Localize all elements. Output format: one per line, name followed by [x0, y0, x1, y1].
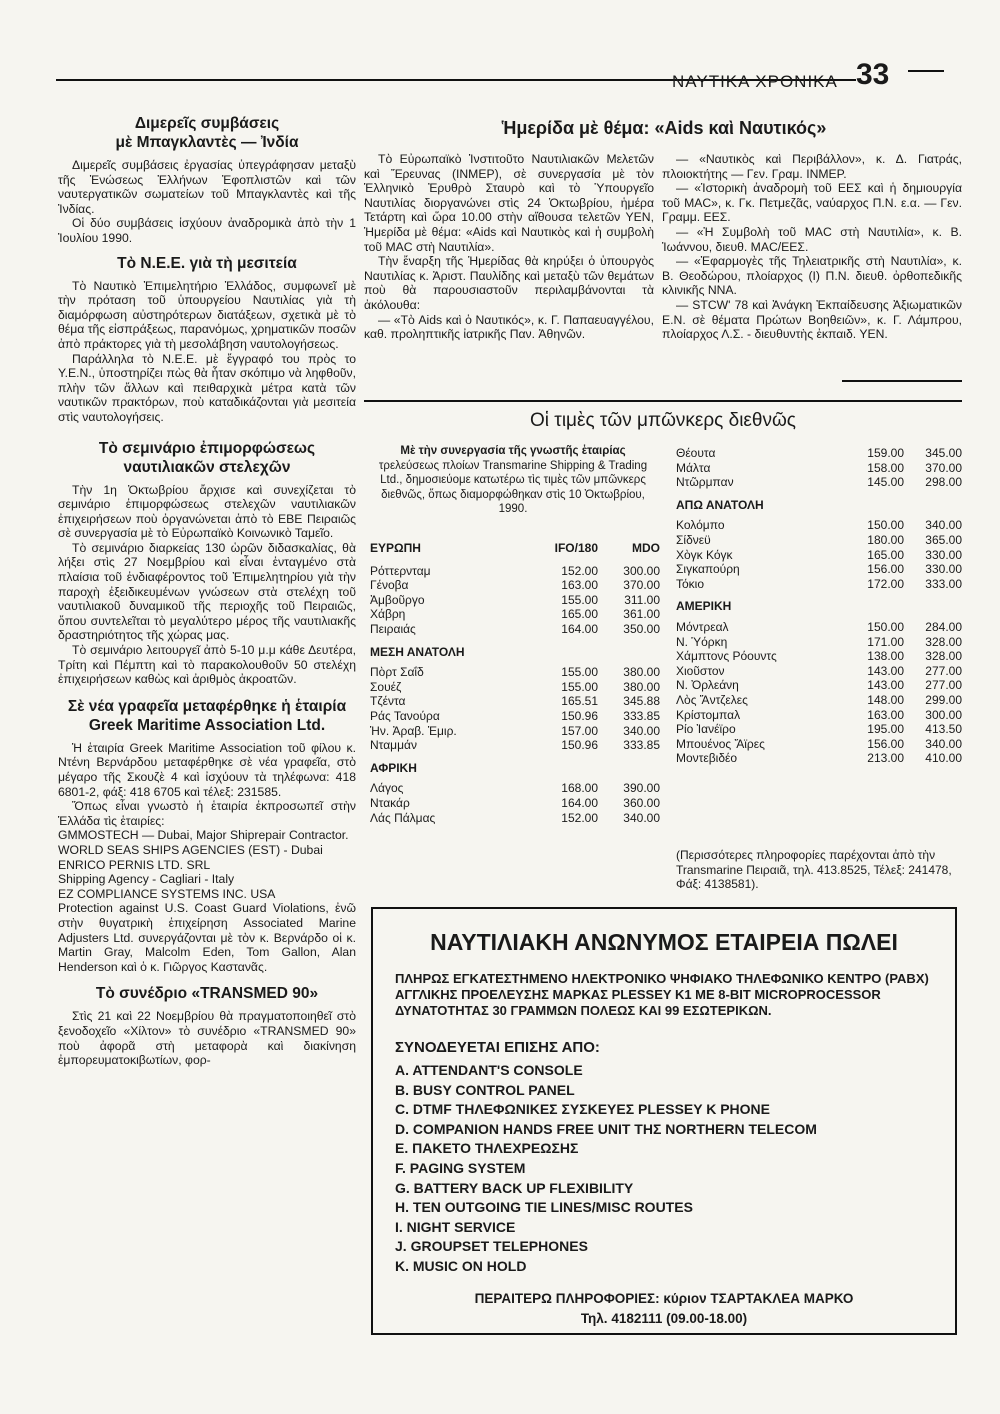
- ad-list-item: H. TEN OUTGOING TIE LINES/MISC ROUTES: [395, 1199, 693, 1216]
- article-seminar: [58, 439, 356, 687]
- ifo-price: 155.00: [561, 665, 598, 680]
- ad-list-item: B. BUSY CONTROL PANEL: [395, 1081, 575, 1098]
- africa-rows: [370, 781, 660, 825]
- mdo-price: 328.00: [925, 634, 962, 649]
- ad-list-item: I. NIGHT SERVICE: [395, 1218, 516, 1235]
- ad-list-item: F. PAGING SYSTEM: [395, 1159, 526, 1176]
- port-name: Μοντεβιδέο: [676, 751, 738, 766]
- table-row: [676, 751, 962, 766]
- port-name: Χιοῦστον: [676, 663, 725, 678]
- paragraph: Τὴν ἔναρξη τῆς Ἡμερίδας θὰ κηρύξει ὁ ὑπουργὸς Ναυτιλίας κ. Ἀριστ. Παυλίδης καὶ μεταξὺ τῶν θεμάτων ποὺ θὰ παρουσιαστοῦν περιλαμβάνονται τὰ ἀκόλουθα:: [364, 254, 654, 312]
- mdo-price: 345.00: [925, 446, 962, 460]
- ad-list-item: J. GROUPSET TELEPHONES: [395, 1238, 588, 1255]
- table-row: [676, 664, 962, 679]
- mdo-price: 361.00: [623, 607, 660, 622]
- paragraph: Παράλληλα τὸ Ν.Ε.Ε. μὲ ἔγγραφό του πρὸς το Υ.Ε.Ν., ὑποστηρίζει πὼς θὰ ἦταν σκόπιμο νὰ ληφθοῦν, πλὴν τῶν ἄλλων καὶ πειθαρχικὰ μέτρα κατὰ τῶν ναυτικῶν πρακτόρων, ποὺ καταδικάζονται γιὰ μεσιτεία στὶς ναυτολογήσεις.: [58, 351, 356, 424]
- section-label: ΑΦΡΙΚΗ: [370, 760, 417, 775]
- ifo-price: 150.00: [867, 619, 904, 634]
- ad-list-item: E. ΠΑΚΕΤΟ ΤΗΛΕΧΡΕΩΣΗΣ: [395, 1140, 579, 1157]
- ad-subtitle: ΣΥΝΟΔΕΥΕΤΑΙ ΕΠΙΣΗΣ ΑΠΟ:: [395, 1039, 600, 1056]
- table-row: [370, 811, 660, 826]
- port-name: Ἡν. Ἀραβ. Ἐμιρ.: [370, 723, 457, 738]
- table-row: [676, 461, 962, 476]
- company-item: ENRICO PERNIS LTD. SRL: [58, 857, 211, 872]
- table-row: [676, 722, 962, 737]
- ifo-price: 172.00: [867, 576, 904, 591]
- mdo-price: 298.00: [925, 475, 962, 490]
- mdo-price: 311.00: [624, 592, 660, 607]
- mdo-price: 330.00: [925, 562, 962, 577]
- table-row: [676, 562, 962, 577]
- port-name: Κολόμπο: [676, 518, 725, 533]
- port-name: Θέουτα: [676, 446, 716, 460]
- ad-list-item: A. ATTENDANT'S CONSOLE: [395, 1062, 583, 1078]
- mdo-price: 410.00: [925, 751, 962, 766]
- article-nee: [58, 254, 356, 425]
- ifo-price: 180.00: [867, 532, 904, 547]
- ifo-price: 158.00: [867, 460, 904, 475]
- ifo-price: 138.00: [867, 649, 904, 664]
- left-column: [58, 114, 356, 1068]
- port-name: Ντακάρ: [370, 795, 410, 810]
- section-label: ΑΜΕΡΙΚΗ: [676, 599, 732, 614]
- paragraph: Διμερεῖς συμβάσεις ἐργασίας ὑπεγράφησαν μεταξὺ τῆς Ἑνώσεως Ἑλλήνων Ἐφοπλιστῶν καὶ τῶν ναυτεργατικῶν σωματείων τοῦ Μπαγκλαντὲς καὶ τῆς Ἰνδίας.: [58, 158, 356, 216]
- port-name: Κρίστομπαλ: [676, 707, 741, 722]
- port-name: Μπουένος Ἄϊρες: [676, 736, 765, 751]
- paragraph: Τὴν 1η Ὀκτωβρίου ἄρχισε καὶ συνεχίζεται τὸ σεμινάριο ἐπιμορφώσεως στελεχῶν ναυτιλιακῶν ἐπιχειρήσεων ποὺ ὀργανώνεται ἀπὸ τὸ ΕΒΕ Πειραιῶς σὲ συνεργασία μὲ τὸ Εὐρωπαϊκὸ Κοινωνικὸ Ταμεῖο.: [58, 482, 356, 541]
- bunker-intro: [370, 444, 656, 517]
- section-row: [370, 637, 660, 666]
- america-rows: [676, 620, 962, 766]
- port-name: Πὸρτ Σαΐδ: [370, 665, 424, 680]
- company-item: EZ COMPLIANCE SYSTEMS INC. USA: [58, 886, 276, 901]
- list-item: — STCW' 78 καὶ Ἀνάγκη Ἐκπαίδευσης Ἀξιωματικῶν Ε.Ν. σὲ θέματα Πρώτων Βοηθειῶν», κ. Γ. Λάμπρου, πλοίαρχος Λ.Σ. - διευθυντὴς ἐκπαιδ. ΥΕΝ.: [662, 297, 962, 342]
- port-name: Σουέζ: [370, 679, 402, 694]
- bunker-note: (Περισσότερες πληροφορίες παρέχονται ἀπὸ τὴν Transmarine Πειραιᾶ, τηλ. 413.8525, Τέλεξ: 241478, Φάξ: 4138581).: [676, 848, 952, 892]
- mdo-price: 333.85: [623, 738, 660, 753]
- mdo-price: 333.85: [623, 708, 660, 723]
- ifo-price: 155.00: [561, 592, 598, 607]
- table-row: [676, 693, 962, 708]
- aids-article-title: Ἡμερίδα μὲ θέμα: «Aids καὶ Ναυτικός»: [501, 118, 827, 138]
- mdo-price: 330.00: [925, 547, 962, 562]
- ifo-price: 164.00: [561, 795, 598, 810]
- table-row: [370, 665, 660, 680]
- mdo-price: 277.00: [925, 663, 962, 678]
- mdo-price: 328.00: [925, 649, 962, 664]
- section-row: [370, 753, 660, 782]
- ifo-price: 157.00: [561, 723, 598, 738]
- list-item: — «Ἡ Συμβολὴ τοῦ MAC στὴ Ναυτιλία», κ. Β. Ἰωάννου, διευθ. MAC/ΕΕΣ.: [662, 224, 962, 254]
- article-title: Τὸ σεμινάριο ἐπιμορφώσεως ναυτιλιακῶν στελεχῶν: [98, 439, 316, 476]
- paragraph: Τὸ Εὐρωπαϊκὸ Ἰνστιτοῦτο Ναυτιλιακῶν Μελετῶν καὶ Ἔρευνας (INMEP), σὲ συνεργασία μὲ τὸν Ἑλληνικὸ Ἐρυθρὸ Σταυρὸ καὶ τὸ Ὑπουργεῖο Ναυτιλίας διοργανώνει στὶς 24 Ὀκτωβρίου, ἡμέρα Τετάρτη καὶ ὥρα 10.00 στὴν αἴθουσα τελετῶν ΥΕΝ, Ἡμερίδα μὲ θέμα: «Aids καὶ Ναυτικὸς καὶ ἡ συμβολὴ τοῦ MAC στὴ Ναυτιλία».: [364, 152, 654, 254]
- port-name: Γένοβα: [370, 578, 409, 593]
- mdo-price: 284.00: [925, 619, 962, 634]
- table-row: [676, 548, 962, 563]
- table-row: [370, 694, 660, 709]
- middle-east-rows: [370, 665, 660, 753]
- mdo-price: 340.00: [925, 736, 962, 751]
- port-name: Ρίο Ἰανέϊρο: [676, 722, 736, 737]
- port-name: Ντῶρμπαν: [676, 475, 734, 490]
- port-name: Τζέντα: [370, 694, 406, 709]
- ifo-price: 164.00: [561, 621, 598, 636]
- ifo-price: 155.00: [561, 679, 598, 694]
- table-row: [676, 635, 962, 650]
- paragraph: — «Τὸ Aids καὶ ὁ Ναυτικός», κ. Γ. Παπαευαγγέλου, καθ. προληπτικῆς ἰατρικῆς Παν. Ἀθηνῶν.: [364, 312, 654, 342]
- europe-rows: [370, 564, 660, 637]
- paragraph: Τὸ Ναυτικὸ Ἐπιμελητήριο Ἑλλάδος, συμφωνεῖ μὲ τὴν πρόταση τοῦ ὑπουργείου Ναυτιλίας γιὰ τὴ διαμόρφωση αὐστηρότερων διατάξεων, σχετικὰ μὲ τὸ θέμα τῆς εἰσπράξεως, παρανόμως, χρηματικῶν ποσῶν ἀπὸ πράκτορες γιὰ τὴ μεσολάβηση ναυτολογήσεως.: [58, 278, 356, 351]
- ad-text: ΠΛΗΡΩΣ ΕΓΚΑΤΕΣΤΗΜΕΝΟ ΗΛΕΚΤΡΟΝΙΚΟ ΨΗΦΙΑΚΟ ΤΗΛΕΦΩΝΙΚΟ ΚΕΝΤΡΟ (PABX) ΑΓΓΛΙΚΗΣ ΠΡΟΕΛΕΥΣΗΣ ΜΑΡΚΑΣ PLESSEY K1 ΜΕ 8-BIT MICROPROCESSOR ΔΥΝΑΤΟΤΗΤΑΣ 30 ΓΡΑΜΜΩΝ ΠΟΛΕΩΣ ΚΑΙ 99 ΕΣΩΤΕΡΙΚΩΝ.: [395, 971, 929, 1018]
- table-row: [676, 649, 962, 664]
- mdo-price: 380.00: [623, 679, 660, 694]
- port-name: Χάμπτονς Ρόουντς: [676, 649, 777, 664]
- port-name: Ράς Τανούρα: [370, 708, 440, 723]
- port-name: Τόκιο: [676, 576, 705, 591]
- ad-list-item: G. BATTERY BACK UP FLEXIBILITY: [395, 1179, 634, 1196]
- mdo-price: 333.00: [925, 576, 962, 591]
- table-row: [370, 578, 660, 593]
- paragraph: Στὶς 21 καὶ 22 Νοεμβρίου θὰ πραγματοποιηθεῖ στὸ ξενοδοχεῖο «Χίλτον» τὸ συνέδριο «TRANSMED 90» ποὺ ἀφορᾶ στὴ μεταφορὰ καὶ διακίνηση ἐμπορευματοκιβωτίων, φορ-: [58, 1009, 356, 1068]
- port-name: Πειραιάς: [370, 621, 416, 636]
- mdo-price: 370.00: [925, 460, 962, 475]
- ifo-price: 165.00: [867, 547, 904, 562]
- far-east-rows: [676, 518, 962, 591]
- ifo-price: 150.96: [561, 738, 598, 753]
- table-row: [370, 564, 660, 579]
- port-name: Χάβρη: [370, 607, 406, 622]
- table-row: [370, 709, 660, 724]
- table-row: [676, 475, 962, 490]
- bunker-title: Οἱ τιμὲς τῶν μπῶνκερς διεθνῶς: [530, 410, 796, 431]
- table-row: [676, 533, 962, 548]
- mdo-price: 340.00: [623, 723, 660, 738]
- ifo-price: 163.00: [867, 707, 904, 722]
- divider: [842, 380, 962, 382]
- section-row: [676, 490, 962, 519]
- aids-column-2: [662, 152, 962, 342]
- table-row: [676, 518, 962, 533]
- europe-cont-rows: [676, 446, 962, 490]
- table-row: [676, 678, 962, 693]
- mdo-price: 380.00: [623, 665, 660, 680]
- bunker-intro-lead: Μὲ τὴν συνεργασία τῆς γνωστῆς ἑταιρίας: [400, 445, 626, 457]
- section-row: [676, 591, 962, 620]
- mdo-price: 350.00: [623, 621, 660, 636]
- mdo-price: 390.00: [623, 781, 660, 796]
- table-row: [370, 724, 660, 739]
- ifo-price: 148.00: [867, 692, 904, 707]
- port-name: Μόντρεαλ: [676, 619, 729, 634]
- table-row: [370, 738, 660, 753]
- mdo-price: 370.00: [623, 578, 660, 593]
- ifo-price: 165.51: [561, 694, 598, 709]
- ifo-price: 150.96: [561, 708, 598, 723]
- port-name: Λάγος: [370, 781, 404, 796]
- ifo-price: 213.00: [867, 751, 904, 766]
- article-title: Σὲ νέα γραφεῖα μεταφέρθηκε ἡ ἑταιρία Greek Maritime Association Ltd.: [67, 697, 347, 734]
- ifo-price: 168.00: [561, 781, 598, 796]
- table-row: [676, 708, 962, 723]
- table-row: [370, 622, 660, 637]
- mdo-price: 340.00: [623, 810, 660, 825]
- ifo-price: 163.00: [561, 578, 598, 593]
- list-item: — «Ἐφαρμογὲς τῆς Τηλειατρικῆς στὴ Ναυτιλία», κ. Β. Θεοδώρου, πλοίαρχος (Ι) Π.Ν. διευθ. ὀρθοπεδικῆς κλινικῆς ΝΝΑ.: [662, 254, 962, 298]
- column-header-region: ΕΥΡΩΠΗ: [370, 541, 421, 555]
- port-name: Νταμμάν: [370, 738, 417, 753]
- port-name: Ἀμβοῦργο: [370, 592, 425, 607]
- ifo-price: 171.00: [867, 634, 904, 649]
- aids-column-1: [364, 152, 654, 342]
- table-row: [676, 737, 962, 752]
- ad-list: [395, 1061, 817, 1277]
- port-name: Λάς Πάλμας: [370, 810, 436, 825]
- list-item: — «Ἱστορικὴ ἀναδρομὴ τοῦ ΕΕΣ καὶ ἡ δημιουργία τοῦ MAC», κ. Γκ. Πετμεζᾶς, ναύαρχος Π.Ν. ε.α. — Γεν. Γραμμ. ΕΕΣ.: [662, 181, 962, 225]
- port-name: Λὸς Ἄντζελες: [676, 692, 748, 707]
- column-header-mdo: MDO: [632, 541, 660, 555]
- port-name: Ν. Ὀρλεάνη: [676, 678, 739, 693]
- ifo-price: 152.00: [561, 563, 598, 578]
- paragraph: Ἡ ἑταιρία Greek Maritime Association τοῦ φίλου κ. Ντένη Βερνάρδου μεταφέρθηκε σὲ νέα γραφεῖα, στὸ μέγαρο τῆς Σκουζὲ 4 καὶ ἰσχύουν τὰ τηλέφωνα: 418 6801-2, φάξ: 418 6705 καὶ τέλεξ: 231585.: [58, 740, 356, 799]
- ad-title: ΝΑΥΤΙΛΙΑΚΗ ΑΝΩΝΥΜΟΣ ΕΤΑΙΡΕΙΑ ΠΩΛΕΙ: [430, 929, 898, 955]
- article-transmed: [58, 984, 356, 1067]
- ad-list-item: C. DTMF ΤΗΛΕΦΩΝΙΚΕΣ ΣΥΣΚΕΥΕΣ PLESSEY K PHONE: [395, 1101, 771, 1118]
- mdo-price: 300.00: [925, 707, 962, 722]
- column-header-ifo: IFO/180: [554, 541, 598, 555]
- mdo-price: 300.00: [623, 563, 660, 578]
- ad-list-item: D. COMPANION HANDS FREE UNIT ΤΗΣ NORTHERN TELECOM: [395, 1120, 817, 1137]
- paragraph: Ὅπως εἶναι γνωστὸ ἡ ἑταιρία ἐκπροσωπεῖ στὴν Ἑλλάδα τὶς ἑταιρίες:: [58, 799, 356, 828]
- page-number: 33: [856, 58, 890, 91]
- port-name: Ν. Ὑόρκη: [676, 634, 728, 649]
- article-title: Τὸ συνέδριο «TRANSMED 90»: [95, 985, 319, 1003]
- table-row: [370, 593, 660, 608]
- table-row: [676, 577, 962, 592]
- table-row: [370, 796, 660, 811]
- table-header-row: [370, 541, 660, 564]
- table-row: [676, 446, 962, 461]
- ifo-price: 143.00: [867, 678, 904, 693]
- ifo-price: 145.00: [867, 475, 904, 490]
- publication-name: ΝΑΥΤΙΚΑ ΧΡΟΝΙΚΑ: [672, 72, 838, 91]
- mdo-price: 299.00: [925, 692, 962, 707]
- paragraph: Τὸ σεμινάριο λειτουργεῖ ἀπὸ 5-10 μ.μ κάθε Δευτέρα, Τρίτη καὶ Πέμπτη καὶ τὸ παρακολουθοῦν 50 στελέχη ἐπιχειρήσεων καθὼς καὶ ἀριθμὸς ἀκροατῶν.: [58, 643, 356, 687]
- ad-list-item: K. MUSIC ON HOLD: [395, 1257, 527, 1274]
- company-item: WORLD SEAS SHIPS AGENCIES (EST) - Dubai: [58, 842, 323, 857]
- table-row: [370, 607, 660, 622]
- mdo-price: 277.00: [925, 678, 962, 693]
- company-item: GMMOSTECH — Dubai, Major Shiprepair Contractor.: [58, 828, 349, 843]
- table-row: [370, 781, 660, 796]
- table-row: [370, 680, 660, 695]
- mdo-price: 345.88: [623, 694, 660, 709]
- company-item: Shipping Agency - Cagliari - Italy: [58, 872, 235, 887]
- mdo-price: 360.00: [623, 795, 660, 810]
- mdo-price: 365.00: [925, 532, 962, 547]
- ifo-price: 152.00: [561, 810, 598, 825]
- header-rule-right: [908, 70, 944, 72]
- ifo-price: 165.00: [561, 607, 598, 622]
- mdo-price: 413.50: [925, 722, 962, 737]
- paragraph: Protection against U.S. Coast Guard Violations, ἐνῶ στὴν θυγατρικὴ ἐπιχείρηση Associated Marine Adjusters Ltd. συνεργάζονται μὲ τὸν κ. Βερνάρδο οἱ κ. Martin Gray, Malcolm Eden, Tom Gallon, Alan Henderson καὶ ὁ κ. Γιῶργος Καστανᾶς.: [58, 901, 356, 974]
- table-row: [676, 620, 962, 635]
- article-title: Τὸ Ν.Ε.Ε. γιὰ τὴ μεσιτεία: [117, 254, 297, 272]
- ifo-price: 150.00: [867, 518, 904, 533]
- bunker-table-left: [370, 541, 660, 825]
- ifo-price: 159.00: [867, 446, 904, 460]
- port-name: Σίδνεϋ: [676, 532, 711, 547]
- divider: [364, 400, 962, 402]
- bunker-intro-rest: τρελεύσεως πλοίων Transmarine Shipping & Trading Ltd., δημοσιεύομε κατωτέρω τὶς τιμὲς τῶν μπῶνκερς διεθνῶς, ὅπως διαμορφώθηκαν στὶς 10 Ὀκτωβρίου, 1990.: [378, 459, 648, 515]
- ifo-price: 195.00: [867, 722, 904, 737]
- port-name: Ρόττερνταμ: [370, 563, 431, 578]
- list-item: — «Ναυτικὸς καὶ Περιβάλλον», κ. Δ. Γιατράς, πλοιοκτήτης — Γεν. Γραμ. INMEP.: [662, 152, 962, 181]
- paragraph: Οἱ δύο συμβάσεις ἰσχύουν ἀναδρομικὰ ἀπὸ τὴν 1 Ἰουλίου 1990.: [58, 216, 356, 245]
- bunker-table-right: [676, 446, 962, 766]
- article-bilateral: [58, 114, 356, 246]
- port-name: Χὸγκ Κόγκ: [676, 547, 733, 562]
- ad-phone: Τηλ. 4182111 (09.00-18.00): [580, 1311, 748, 1326]
- ifo-price: 156.00: [867, 562, 904, 577]
- ad-contact: ΠΕΡΑΙΤΕΡΩ ΠΛΗΡΟΦΟΡΙΕΣ: κύριον ΤΣΑΡΤΑΚΛΕΑ ΜΑΡΚΟ: [474, 1291, 854, 1306]
- article-greek-maritime: [58, 697, 356, 975]
- advertisement-box: [371, 907, 957, 1335]
- port-name: Μάλτα: [676, 460, 711, 475]
- section-label: ΑΠΩ ΑΝΑΤΟΛΗ: [676, 497, 764, 512]
- ifo-price: 156.00: [867, 736, 904, 751]
- port-name: Σιγκαπούρη: [676, 562, 740, 577]
- ifo-price: 143.00: [867, 663, 904, 678]
- paragraph: Τὸ σεμινάριο διαρκείας 130 ὡρῶν διδασκαλίας, θὰ λήξει στὶς 27 Νοεμβρίου καὶ εἶναι ἐνταγμένο στὰ πλαίσια τοῦ ἐνδιαφέροντος τοῦ Ἐπιμελητηρίου γιὰ τὴν παροχὴ ἐξειδικευμένων γνώσεων στὰ στελέχη τοῦ ναυτιλιακοῦ δυναμικοῦ τῆς περιοχῆς τοῦ Πειραιῶς, ὅπου συντελεῖται τὸ μεγαλύτερο μέρος τῆς ναυτιλιακῆς δραστηριότητος τῆς χώρας μας.: [58, 540, 356, 643]
- article-title: Διμερεῖς συμβάσεις μὲ Μπαγκλαντὲς — Ἰνδία: [115, 115, 299, 151]
- mdo-price: 340.00: [925, 518, 962, 533]
- section-label: ΜΕΣΗ ΑΝΑΤΟΛΗ: [370, 644, 465, 659]
